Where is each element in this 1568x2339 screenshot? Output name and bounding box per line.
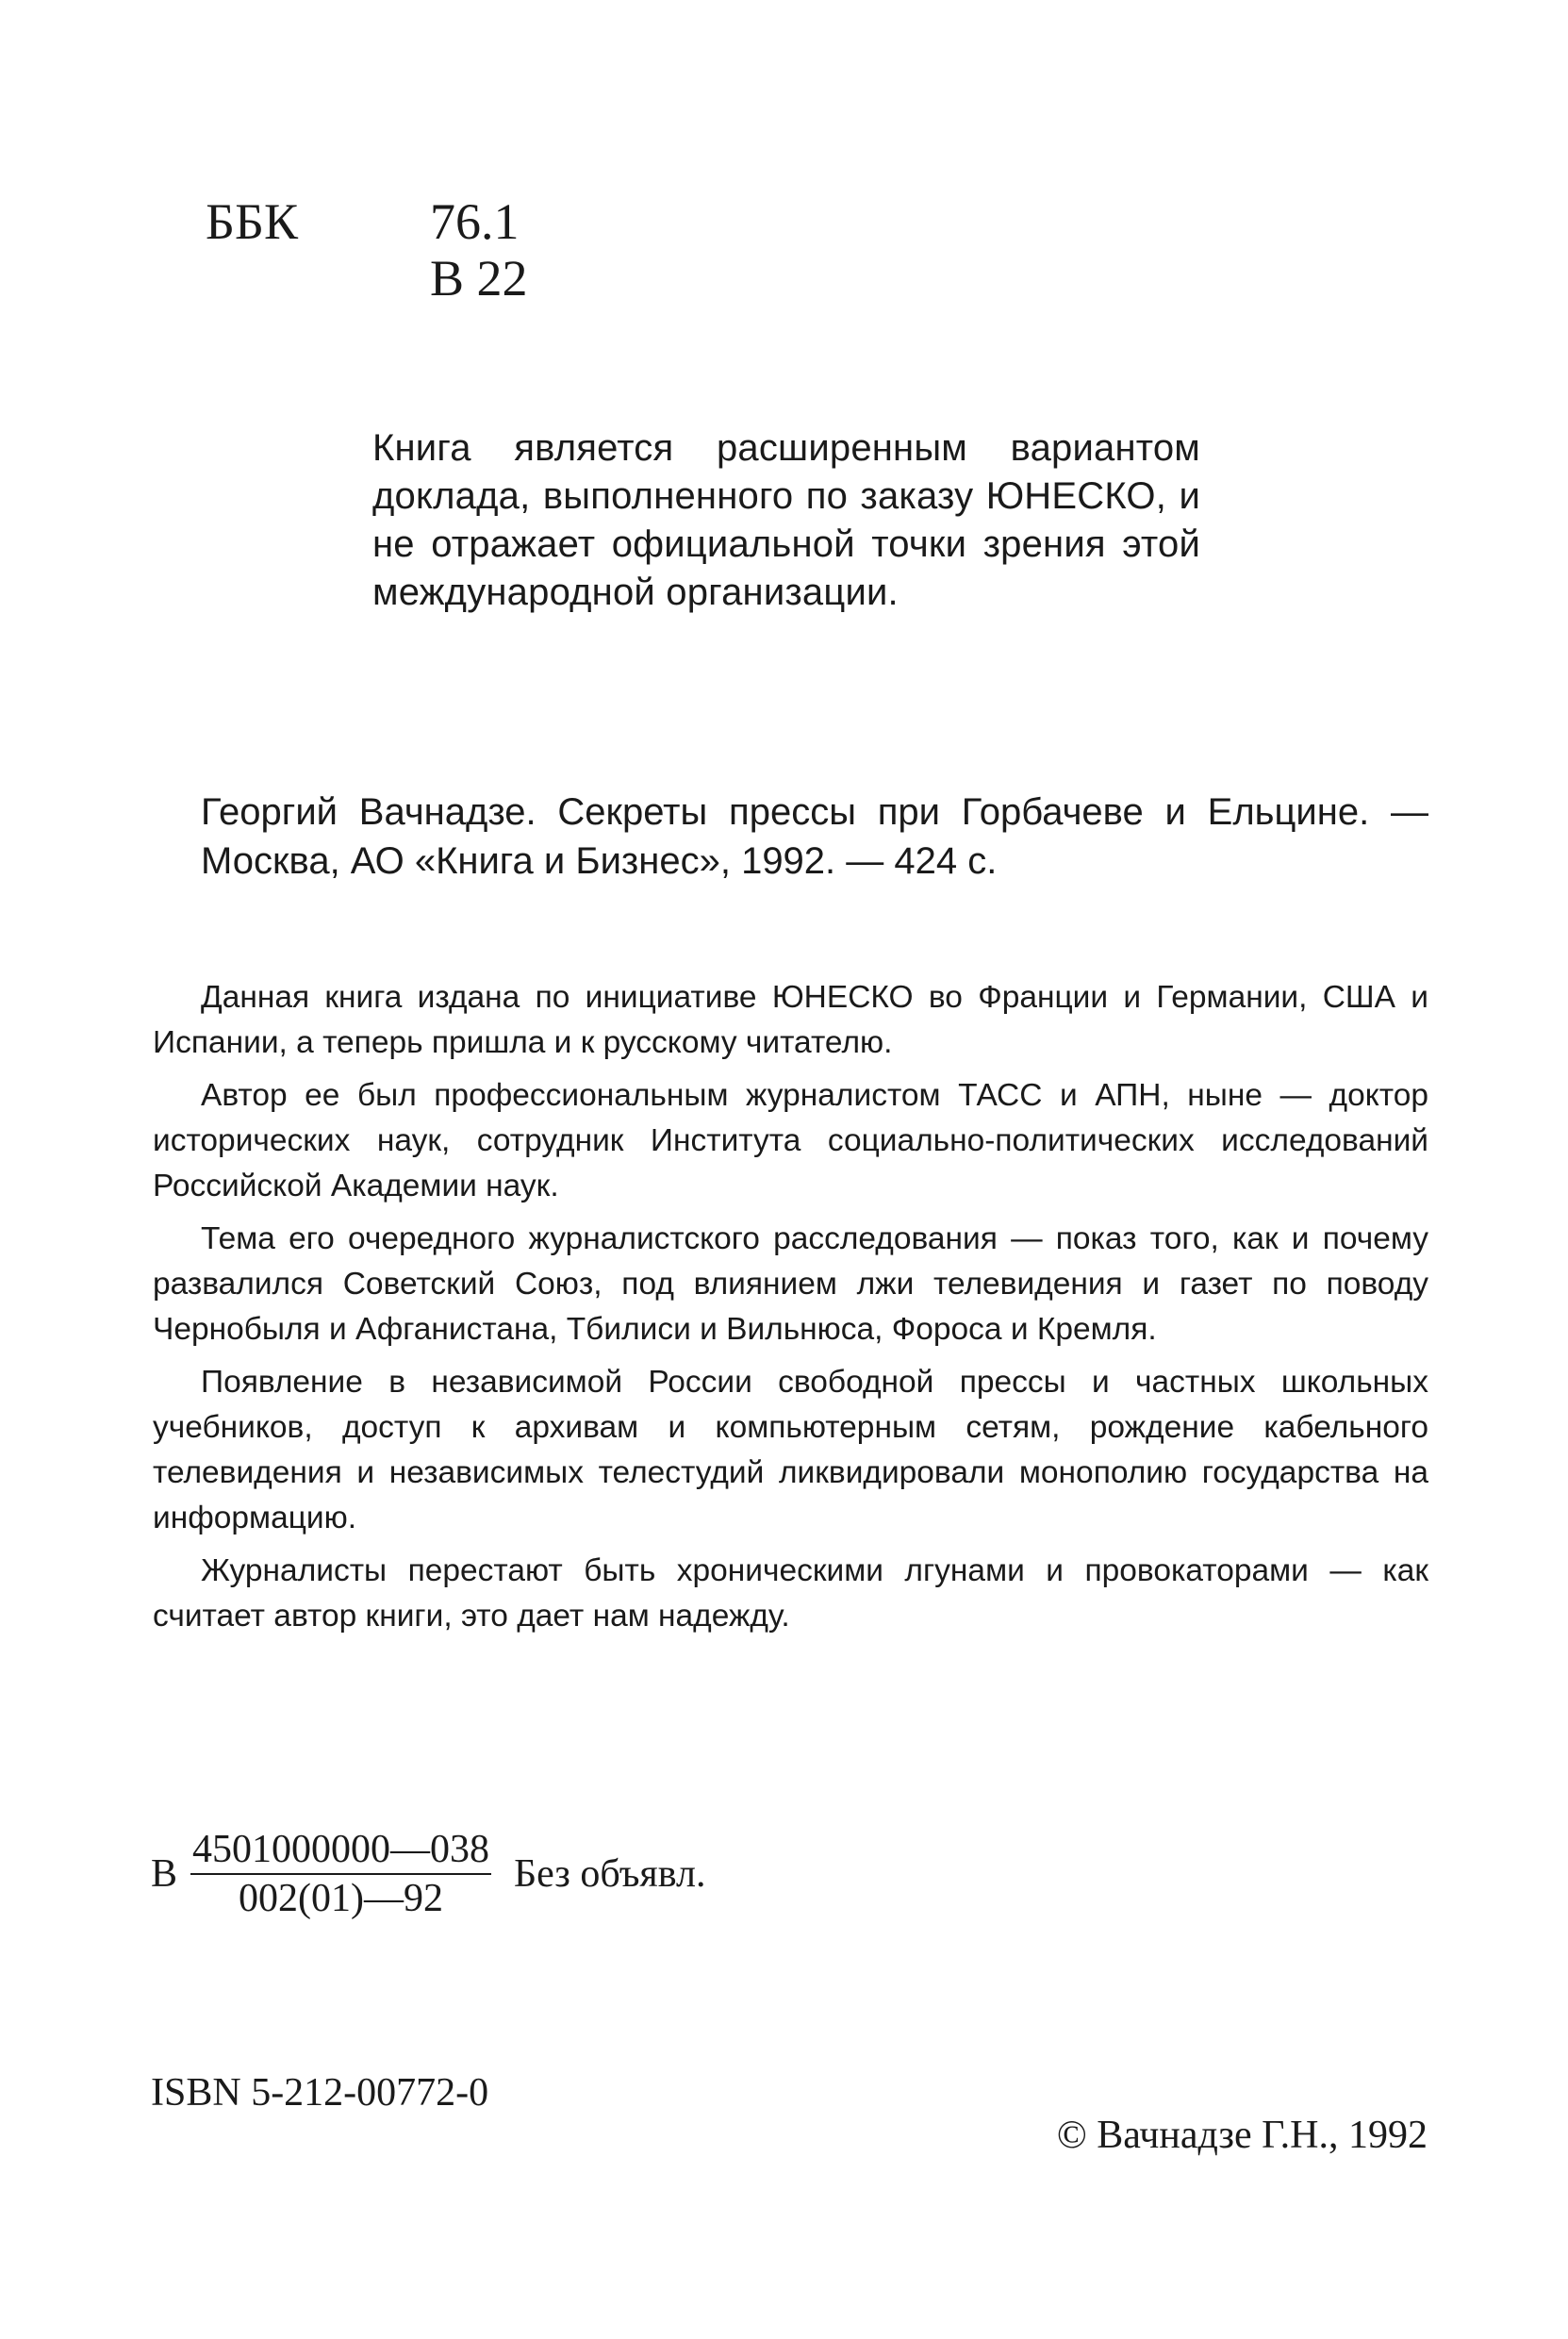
bbk-label: ББК	[206, 193, 299, 250]
annotation-paragraph: Данная книга издана по инициативе ЮНЕСКО во Франции и Германии, США и Испании, а теперь пришла и к русскому читателю.	[153, 980, 1428, 1060]
price-letter: В	[151, 1852, 178, 1896]
annotation-paragraph: Журналисты перестают быть хроническими лгунами и провокаторами — как считает автор книги, это дает нам надежду.	[153, 1553, 1428, 1634]
unesco-note: Книга является расширенным вариантом доклада, выполненного по заказу ЮНЕСКО, и не отражает официальной точки зрения этой международной организации.	[372, 427, 1200, 613]
annotation-paragraph: Появление в независимой России свободной прессы и частных школьных учебников, доступ к архивам и компьютерным сетям, рождение кабельного телевидения и независимых телестудий ликвидировали монополию государства на информацию.	[153, 1365, 1428, 1535]
price-code	[151, 1828, 705, 1920]
copyright: © Вачнадзе Г.Н., 1992	[1056, 2114, 1428, 2157]
annotation-paragraph: Тема его очередного журналистского расследования — показ того, как и почему развалился Советский Союз, под влиянием лжи телевидения и газет по поводу Чернобыля и Афганистана, Тбилиси и Вильнюса, Фороса и Кремля.	[153, 1221, 1428, 1347]
price-fraction	[190, 1828, 491, 1920]
annotation-paragraph: Автор ее был профессиональным журналистом ТАСС и АПН, ныне — доктор исторических наук, сотрудник Института социально-политических исследований Российской Академии наук.	[153, 1078, 1428, 1203]
bbk-code-author: В 22	[430, 250, 528, 307]
biblio-line-2: Москва, АО «Книга и Бизнес», 1992. — 424 с.	[201, 840, 998, 882]
isbn: ISBN 5-212-00772-0	[151, 2071, 489, 2115]
bbk-code-primary: 76.1	[430, 193, 520, 250]
bbk-codes	[430, 193, 528, 307]
bibliographic-reference	[201, 788, 1428, 886]
price-note: Без объявл.	[514, 1852, 706, 1896]
price-denominator: 002(01)—92	[239, 1877, 443, 1920]
annotation	[153, 975, 1428, 1647]
price-numerator: 4501000000—038	[190, 1828, 491, 1875]
biblio-line-1: Георгий Вачнадзе. Секреты прессы при Горбачеве и Ельцине. —	[201, 791, 1428, 833]
